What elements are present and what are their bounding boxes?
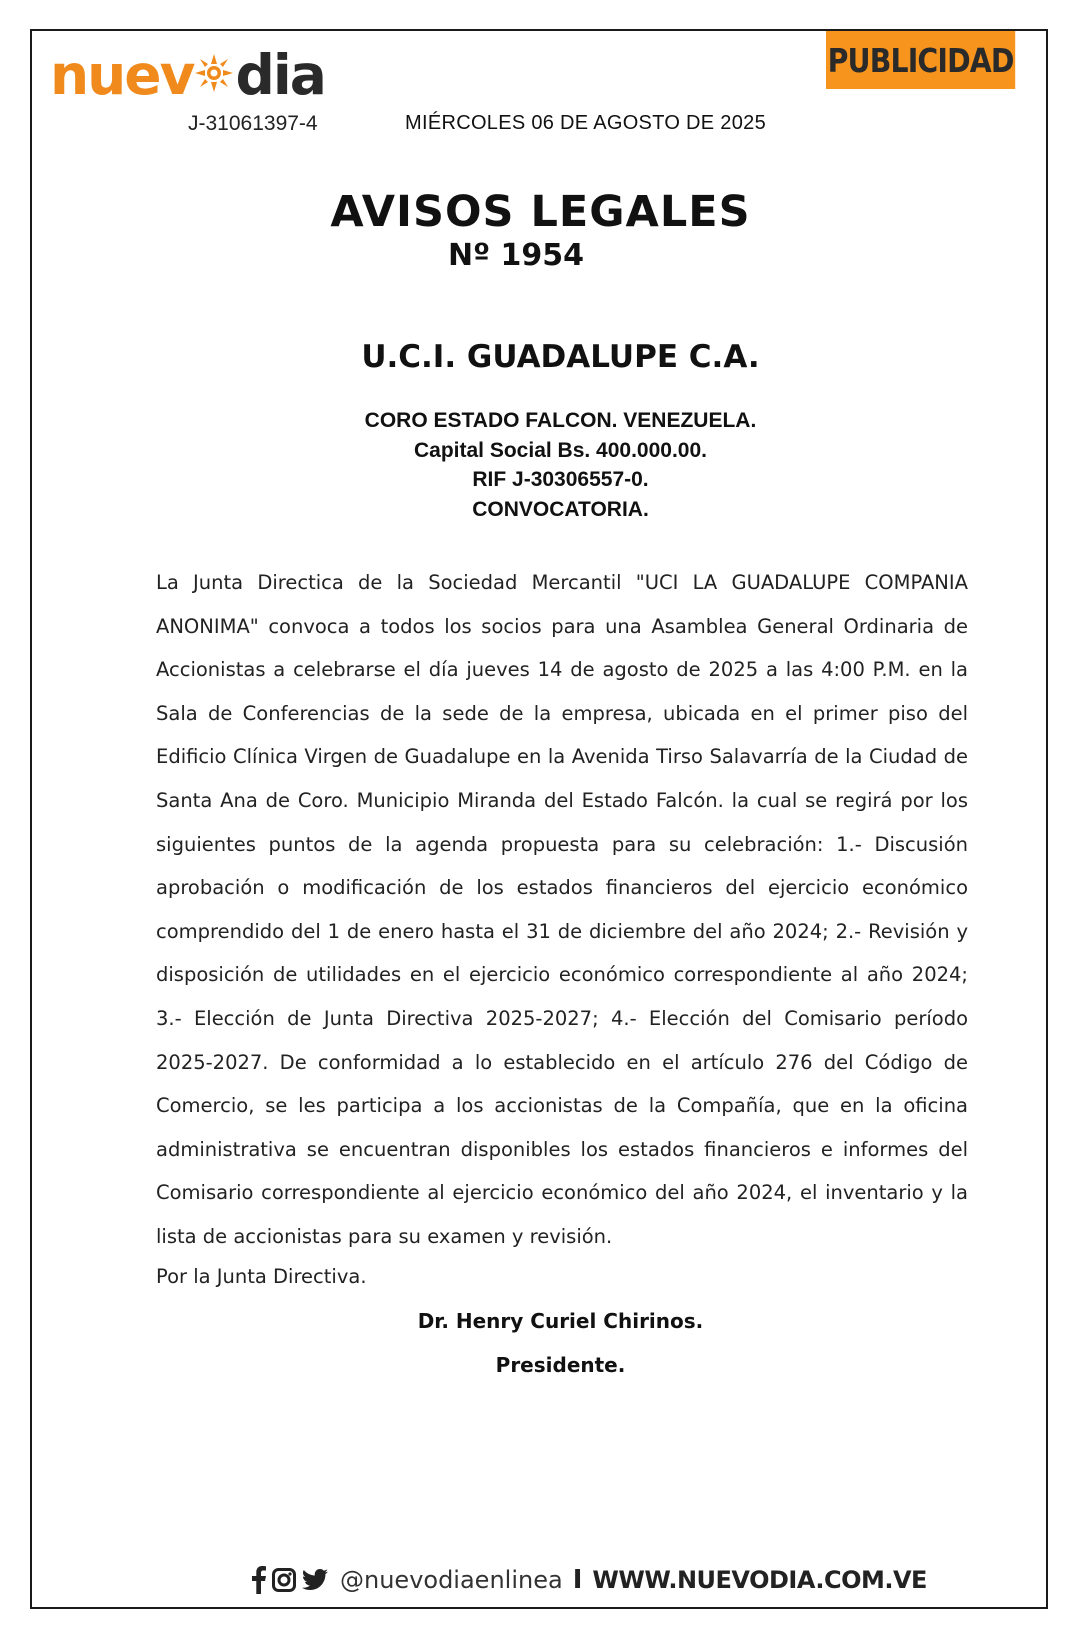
notice-type: CONVOCATORIA. (472, 497, 649, 521)
sun-logo-icon (194, 47, 234, 102)
website-link[interactable]: WWW.NUEVODIA.COM.VE (592, 1566, 927, 1594)
company-capital: Capital Social Bs. 400.000.00. (414, 438, 707, 462)
publicidad-badge: PUBLICIDAD (826, 31, 1015, 89)
facebook-icon[interactable] (252, 1566, 266, 1594)
instagram-icon[interactable] (272, 1568, 296, 1592)
newspaper-rif: J-31061397-4 (188, 112, 318, 135)
company-location: CORO ESTADO FALCON. VENEZUELA. (364, 409, 757, 432)
logo-text-part1: nuev (50, 43, 194, 107)
company-name: U.C.I. GUADALUPE C.A. (361, 339, 760, 375)
signer-name: Dr. Henry Curiel Chirinos. (417, 1309, 704, 1333)
notice-body: La Junta Directica de la Sociedad Mercantil "UCI LA GUADALUPE COMPANIA ANONIMA" convoca a todos los socios para una Asamblea General Ordinaria de Accionistas a celebrarse el día jueves 14 de agosto de 2025 a las 4:00 P.M. en la Sala de Conferencias de la sede de la empresa, ubicada en el primer piso del Edificio Clínica Virgen de Guadalupe en la Avenida Tirso Salavarría de la Ciudad de Santa Ana de Coro. Municipio Miranda del Estado Falcón. la cual se regirá por los siguientes puntos de la agenda propuesta para su celebración: 1.- Discusión aprobación o modificación de los estados financieros del ejercicio económico comprendido del 1 de enero hasta el 31 de diciembre del año 2024; 2.- Revisión y disposición de utilidades en el ejercicio económico correspondiente al año 2024; 3.- Elección de Junta Directiva 2025-2027; 4.- Elección del Comisario período 2025-2027. De conformidad a lo establecido en el artículo 276 del Código de Comercio, se les participa a los accionistas de la Compañía, que en la oficina administrativa se encuentran disponibles los estados financieros e informes del Comisario correspondiente al ejercicio económico del año 2024, el inventario y la lista de accionistas para su examen y revisión. (156, 571, 968, 1248)
footer (252, 1562, 927, 1598)
newspaper-logo (50, 43, 325, 107)
section-title: AVISOS LEGALES (330, 187, 751, 237)
logo-text-part2: dia (235, 43, 325, 107)
publication-date: MIÉRCOLES 06 DE AGOSTO DE 2025 (405, 112, 766, 134)
notice-number: Nº 1954 (448, 238, 584, 273)
signer-role: Presidente. (495, 1353, 626, 1377)
social-handle[interactable]: @nuevodiaenlinea (340, 1566, 563, 1594)
company-rif: RIF J-30306557-0. (472, 468, 649, 491)
twitter-icon[interactable] (302, 1569, 328, 1591)
closing-line: Por la Junta Directiva. (156, 1265, 367, 1288)
footer-separator: I (572, 1565, 583, 1595)
company-details (0, 406, 1081, 524)
